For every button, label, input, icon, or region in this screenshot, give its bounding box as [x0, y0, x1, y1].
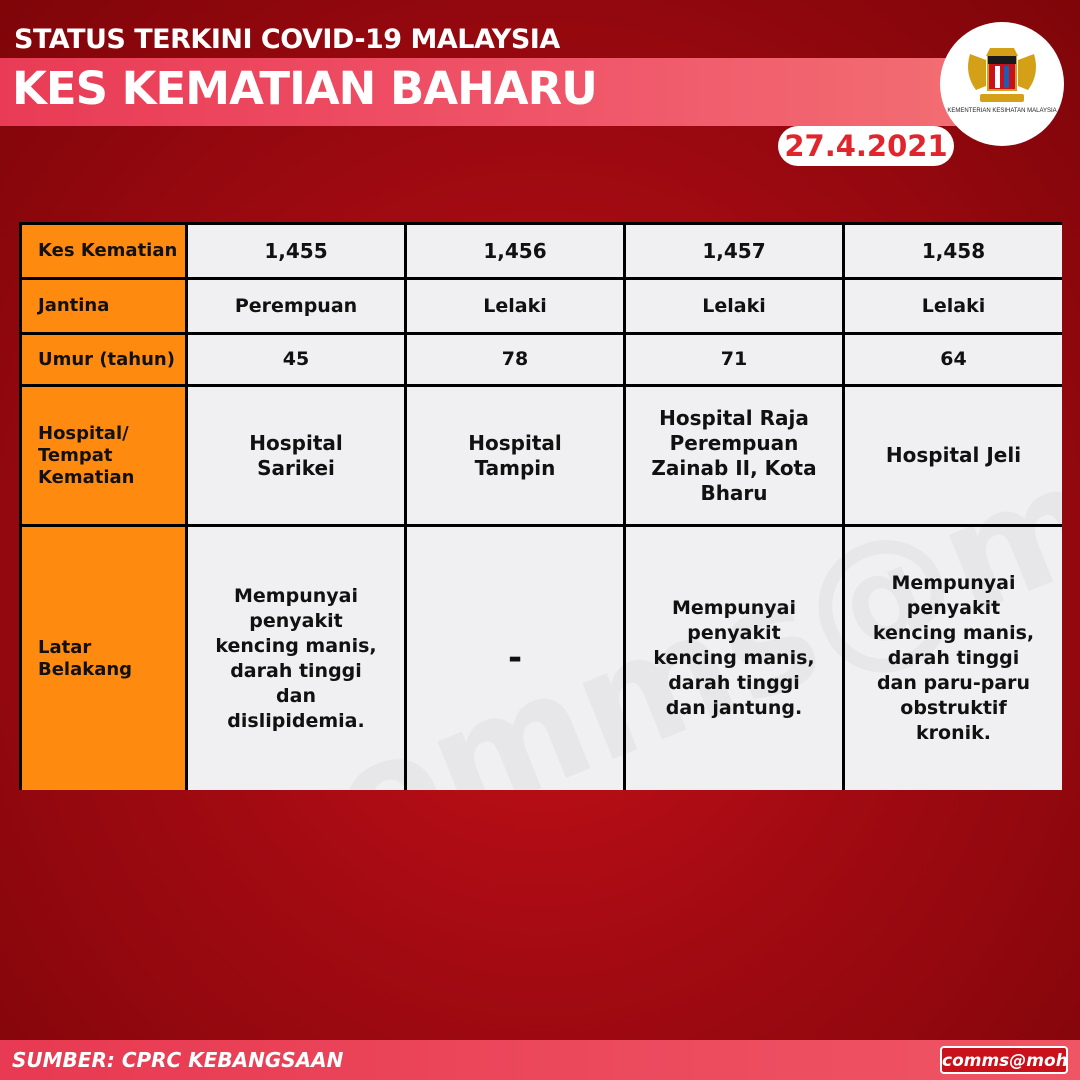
footer [0, 1040, 1080, 1080]
age-value: 64 [844, 334, 1063, 386]
row-background [21, 526, 1063, 791]
hospital-value: Hospital Raja Perempuan Zainab II, Kota Bharu [625, 386, 844, 526]
age-value: 78 [406, 334, 625, 386]
date-badge: 27.4.2021 [778, 126, 954, 166]
hospital-value: Hospital Jeli [844, 386, 1063, 526]
logo-caption: KEMENTERIAN KESIHATAN MALAYSIA [947, 108, 1057, 114]
case-number: 1,457 [625, 224, 844, 279]
age-value: 71 [625, 334, 844, 386]
row-label-hospital: Hospital/ Tempat Kematian [21, 386, 187, 526]
social-handle: comms@moh [940, 1046, 1068, 1074]
row-case-number [21, 224, 1063, 279]
gender-value: Lelaki [406, 279, 625, 334]
source-credit: SUMBER: CPRC KEBANGSAAN [12, 1048, 344, 1072]
hospital-value: Hospital Tampin [406, 386, 625, 526]
gender-value: Lelaki [844, 279, 1063, 334]
background-value: Mempunyai penyakit kencing manis, darah tinggi dan dislipidemia. [187, 526, 406, 791]
case-number: 1,455 [187, 224, 406, 279]
gender-value: Lelaki [625, 279, 844, 334]
case-number: 1,458 [844, 224, 1063, 279]
page-title: KES KEMATIAN BAHARU [12, 62, 597, 115]
background-value: Mempunyai penyakit kencing manis, darah tinggi dan paru-paru obstruktif kronik. [844, 526, 1063, 791]
gender-value: Perempuan [187, 279, 406, 334]
death-cases-table [19, 222, 1062, 790]
row-label-gender: Jantina [21, 279, 187, 334]
age-value: 45 [187, 334, 406, 386]
background-value: Mempunyai penyakit kencing manis, darah tinggi dan jantung. [625, 526, 844, 791]
case-number: 1,456 [406, 224, 625, 279]
background-value: - [406, 526, 625, 791]
title-banner [0, 58, 960, 126]
row-label-age: Umur (tahun) [21, 334, 187, 386]
supertitle: STATUS TERKINI COVID-19 MALAYSIA [14, 24, 560, 55]
row-age [21, 334, 1063, 386]
ministry-logo [940, 22, 1064, 146]
row-label-background: Latar Belakang [21, 526, 187, 791]
hospital-value: Hospital Sarikei [187, 386, 406, 526]
coat-of-arms-icon [962, 40, 1042, 106]
row-hospital [21, 386, 1063, 526]
row-gender [21, 279, 1063, 334]
row-label-case: Kes Kematian [21, 224, 187, 279]
